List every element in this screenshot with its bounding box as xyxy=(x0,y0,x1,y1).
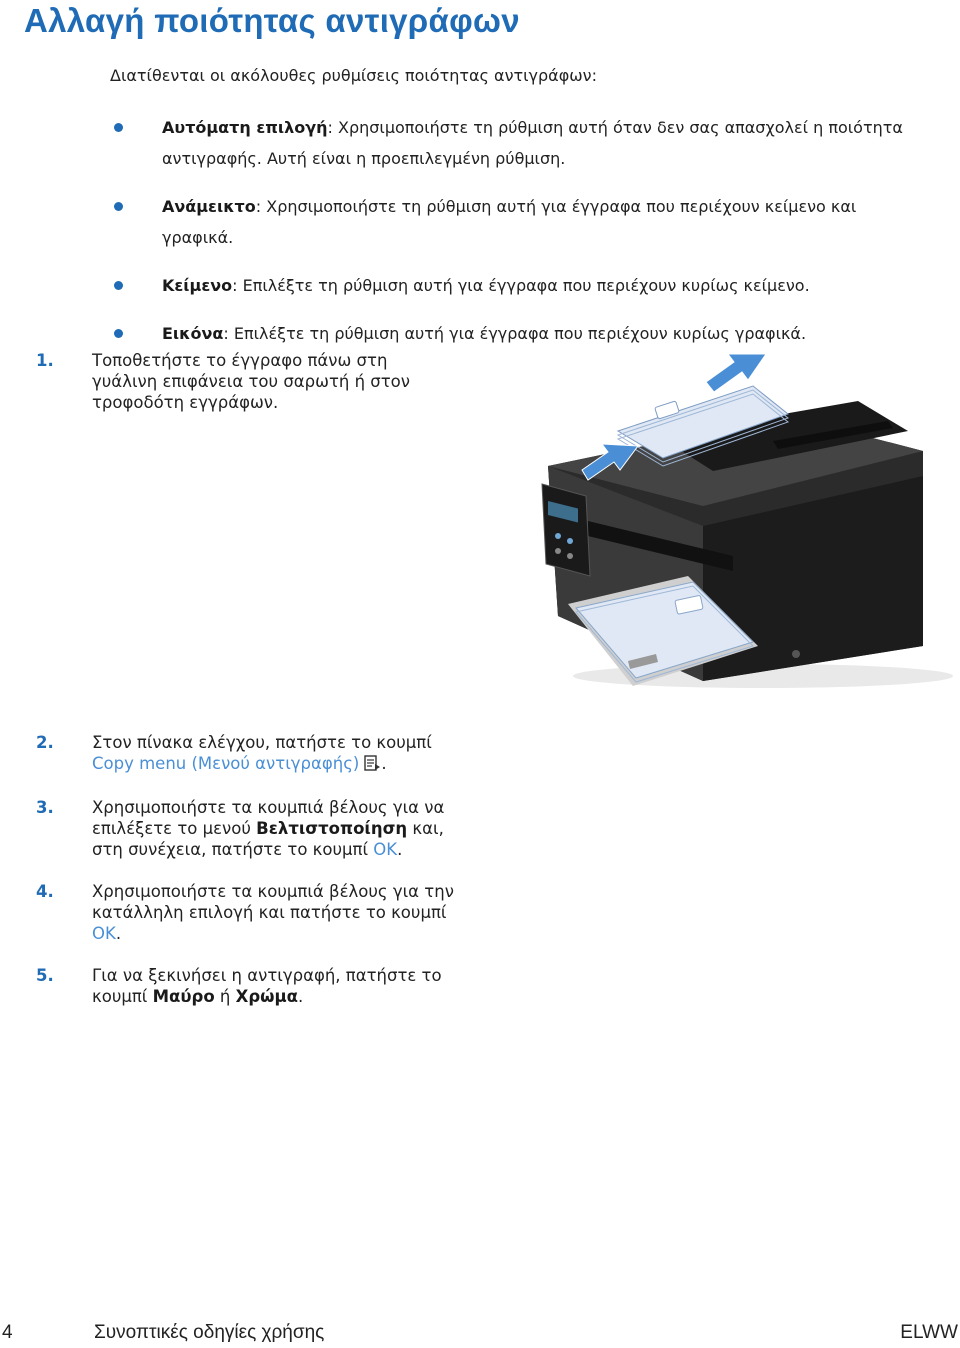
step-text xyxy=(92,965,476,1007)
color-button-label: Χρώμα xyxy=(235,987,298,1006)
bullet-icon xyxy=(114,329,123,338)
copy-menu-label: Copy menu (Μενού αντιγραφής) xyxy=(92,754,360,773)
step-text-part: Στον πίνακα ελέγχου, πατήστε το κουμπί xyxy=(92,733,432,752)
bullet-icon xyxy=(114,123,123,132)
step-text xyxy=(92,732,476,774)
printer-illustration xyxy=(528,346,958,696)
footer-code: ELWW xyxy=(900,1322,958,1343)
list-item xyxy=(110,112,910,174)
page-title: Αλλαγή ποιότητας αντιγράφων xyxy=(24,2,520,39)
list-item xyxy=(110,191,910,253)
step-number: 5. xyxy=(36,966,54,985)
step-number: 1. xyxy=(36,351,54,370)
step-3 xyxy=(36,797,476,860)
step-text-part: Χρησιμοποιήστε τα κουμπιά βέλους για να επιλέξετε το μενού xyxy=(92,798,445,838)
copy-menu-icon xyxy=(363,754,381,772)
step-text-end: . xyxy=(381,754,387,773)
page-number: 4 xyxy=(2,1322,13,1343)
option-desc: : Επιλέξτε τη ρύθμιση αυτή για έγγραφα που περιέχουν κυρίως κείμενο. xyxy=(232,276,810,295)
step-text xyxy=(92,797,476,860)
option-term: Κείμενο xyxy=(162,276,233,295)
step-4 xyxy=(36,881,476,944)
option-term: Εικόνα xyxy=(162,324,224,343)
step-text: Τοποθετήστε το έγγραφο πάνω στη γυάλινη επιφάνεια του σαρωτή ή στον τροφοδότη εγγράφων. xyxy=(92,351,410,412)
step-text-part: και, στη συνέχεια, πατήστε το κουμπί xyxy=(92,819,444,859)
step-text-end: . xyxy=(115,924,122,943)
step-text-end: . xyxy=(397,840,403,859)
option-desc: : Χρησιμοποιήστε τη ρύθμιση αυτή για έγγραφα που περιέχουν κείμενο και γραφικά. xyxy=(162,197,857,247)
step-text-part: ή xyxy=(214,987,236,1006)
bullet-icon xyxy=(114,202,123,211)
list-item xyxy=(110,270,910,301)
step-number: 3. xyxy=(36,798,54,817)
step-5 xyxy=(36,965,476,1007)
step-2 xyxy=(36,732,476,774)
option-desc: : Επιλέξτε τη ρύθμιση αυτή για έγγραφα που περιέχουν κυρίως γραφικά. xyxy=(223,324,807,343)
option-term: Ανάμεικτο xyxy=(162,197,256,216)
step-1 xyxy=(36,350,456,413)
ok-button-label: OK xyxy=(373,840,398,859)
option-desc: : Χρησιμοποιήστε τη ρύθμιση αυτή όταν δεν σας απασχολεί η ποιότητα αντιγραφής. Αυτή είναι η προεπιλεγμένη ρύθμιση. xyxy=(162,118,903,168)
step-text xyxy=(92,881,476,944)
step-text-part: Χρησιμοποιήστε τα κουμπιά βέλους για την κατάλληλη επιλογή και πατήστε το κουμπί xyxy=(92,882,454,922)
black-button-label: Μαύρο xyxy=(152,987,215,1006)
footer-title: Συνοπτικές οδηγίες χρήσης xyxy=(94,1322,325,1343)
intro-text: Διατίθενται οι ακόλουθες ρυθμίσεις ποιότητας αντιγράφων: xyxy=(110,66,598,85)
quality-options-list xyxy=(110,112,910,366)
step-number: 4. xyxy=(36,882,54,901)
ok-button-label: OK xyxy=(92,924,116,943)
step-text-part: Για να ξεκινήσει η αντιγραφή, πατήστε το κουμπί xyxy=(92,966,442,1006)
list-item xyxy=(110,318,910,349)
option-term: Αυτόματη επιλογή xyxy=(162,118,328,137)
optimize-menu-label: Βελτιστοποίηση xyxy=(256,819,408,838)
step-number: 2. xyxy=(36,733,54,752)
step-text-end: . xyxy=(298,987,304,1006)
bullet-icon xyxy=(114,281,123,290)
